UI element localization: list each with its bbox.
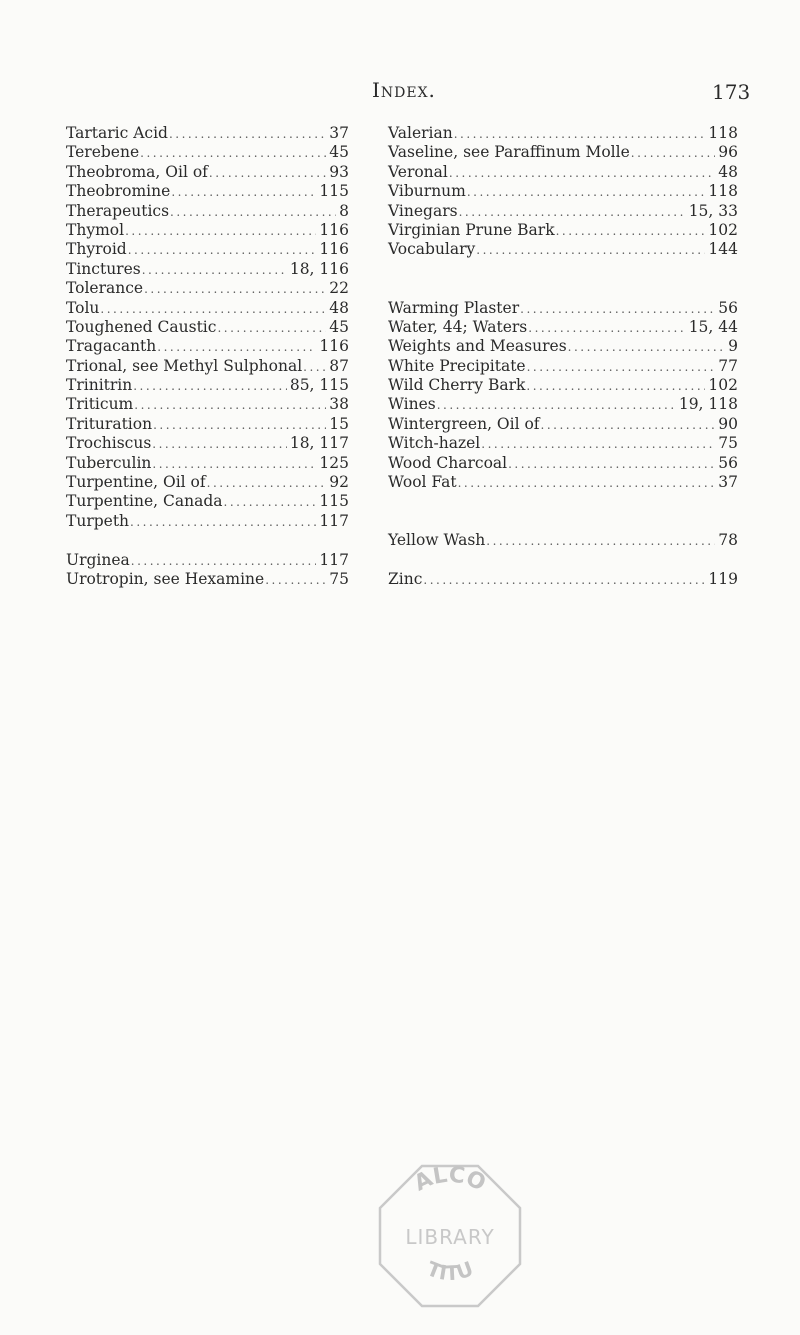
index-entry: [388, 240, 738, 259]
index-pages: 116: [319, 337, 349, 356]
index-pages: 75: [718, 434, 738, 453]
index-entry: [66, 182, 349, 201]
index-entry: [388, 163, 738, 182]
dot-leader: [568, 338, 725, 357]
index-term: Yellow Wash: [388, 531, 486, 550]
index-pages: 115: [319, 182, 349, 201]
dot-leader: [631, 144, 716, 163]
index-pages: 119: [708, 569, 738, 588]
section-gap: [388, 260, 738, 279]
index-entry: [66, 454, 349, 473]
index-pages: 56: [718, 453, 738, 472]
dot-leader: [152, 455, 316, 474]
index-pages: 9: [728, 337, 738, 356]
dot-leader: [303, 358, 326, 377]
index-pages: 117: [319, 511, 349, 530]
dot-leader: [508, 455, 715, 474]
index-term: Weights and Measures: [388, 337, 567, 356]
index-pages: 75: [329, 569, 349, 588]
index-pages: 15: [329, 414, 349, 433]
library-stamp: [372, 1158, 528, 1314]
dot-leader: [207, 474, 327, 493]
dot-leader: [454, 125, 706, 144]
dot-leader: [458, 474, 716, 493]
index-term: Thyroid: [66, 240, 127, 259]
index-pages: 85, 115: [289, 376, 349, 395]
dot-leader: [423, 571, 705, 590]
index-term: Vinegars: [388, 201, 458, 220]
dot-leader: [528, 319, 685, 338]
index-term: Therapeutics: [66, 201, 170, 220]
index-term: Theobroma, Oil of: [66, 162, 208, 181]
index-pages: 56: [718, 298, 738, 317]
dot-leader: [134, 396, 326, 415]
index-term: Turpentine, Oil of: [66, 473, 206, 492]
index-term: Wild Cherry Bark: [388, 376, 526, 395]
index-pages: 38: [329, 395, 349, 414]
index-term: Turpentine, Canada: [66, 492, 223, 511]
dot-leader: [171, 183, 316, 202]
index-pages: 117: [319, 550, 349, 569]
index-term: Viburnum: [388, 182, 466, 201]
index-entry: [388, 473, 738, 492]
index-term: Wintergreen, Oil of: [388, 414, 540, 433]
index-entry: [388, 299, 738, 318]
index-entry: [66, 337, 349, 356]
index-term: Trochiscus: [66, 434, 152, 453]
dot-leader: [169, 125, 326, 144]
index-pages: 118: [708, 124, 738, 142]
index-pages: 45: [329, 143, 349, 162]
dot-leader: [153, 416, 326, 435]
index-term: Wool Fat: [388, 473, 457, 492]
index-entry: [66, 473, 349, 492]
index-pages: 45: [329, 317, 349, 336]
index-pages: 116: [319, 240, 349, 259]
index-term: Trional, see Methyl Sulphonal: [66, 356, 303, 375]
index-entry: [388, 318, 738, 337]
dot-leader: [157, 338, 316, 357]
dot-leader: [133, 377, 287, 396]
index-term: Zinc: [388, 569, 423, 588]
index-term: Virginian Prune Bark: [388, 220, 555, 239]
index-entry: [66, 357, 349, 376]
index-term: Veronal: [388, 162, 448, 181]
index-term: Wood Charcoal: [388, 453, 508, 472]
index-entry: [388, 143, 738, 162]
index-term: Tolerance: [66, 279, 144, 298]
dot-leader: [527, 358, 716, 377]
index-entry: [66, 395, 349, 414]
index-pages: 78: [718, 531, 738, 550]
index-pages: 87: [329, 356, 349, 375]
index-entry: [66, 163, 349, 182]
index-pages: 115: [319, 492, 349, 511]
index-entry: [66, 318, 349, 337]
dot-leader: [520, 300, 715, 319]
index-entry: [66, 551, 349, 570]
index-term: Trinitrin: [66, 376, 133, 395]
dot-leader: [142, 261, 287, 280]
dot-leader: [437, 396, 676, 415]
dot-leader: [152, 435, 287, 454]
index-entry: [66, 221, 349, 240]
index-term: Tragacanth: [66, 337, 157, 356]
dot-leader: [209, 164, 326, 183]
dot-leader: [467, 183, 706, 202]
stamp-top-text: ALCO: [410, 1162, 490, 1197]
index-column-right: [388, 124, 738, 589]
section-gap: [388, 551, 738, 570]
index-term: Urotropin, see Hexamine: [66, 569, 265, 588]
index-term: Witch-hazel: [388, 434, 481, 453]
index-entry: [66, 279, 349, 298]
index-entry: [388, 221, 738, 240]
index-term: Tolu: [66, 298, 100, 317]
index-term: Tinctures: [66, 259, 141, 278]
dot-leader: [125, 222, 316, 241]
index-entry: [66, 143, 349, 162]
index-pages: 125: [319, 453, 349, 472]
dot-leader: [128, 241, 317, 260]
dot-leader: [265, 571, 326, 590]
dot-leader: [217, 319, 326, 338]
index-pages: 90: [718, 414, 738, 433]
index-entry: [388, 357, 738, 376]
page-title: Index.: [372, 78, 436, 102]
index-term: Valerian: [388, 124, 453, 142]
index-pages: 8: [339, 201, 349, 220]
index-entry: [388, 454, 738, 473]
stamp-center-text: LIBRARY: [405, 1225, 495, 1249]
index-entry: [66, 240, 349, 259]
dot-leader: [144, 280, 326, 299]
index-pages: 96: [718, 143, 738, 162]
index-term: Water, 44; Waters: [388, 317, 528, 336]
index-entry: [66, 124, 349, 143]
index-pages: 18, 116: [289, 259, 349, 278]
dot-leader: [459, 203, 686, 222]
index-term: Wines: [388, 395, 436, 414]
index-pages: 118: [708, 182, 738, 201]
index-entry: [388, 395, 738, 414]
dot-leader: [100, 300, 326, 319]
section-gap: [66, 531, 349, 550]
index-entry: [388, 434, 738, 453]
index-term: Tartaric Acid: [66, 124, 168, 142]
index-term: Theobromine: [66, 182, 171, 201]
index-term: Toughened Caustic: [66, 317, 217, 336]
index-entry: [66, 299, 349, 318]
index-term: Warming Plaster: [388, 298, 520, 317]
dot-leader: [476, 241, 705, 260]
index-entry: [66, 434, 349, 453]
index-pages: 92: [329, 473, 349, 492]
index-term: Turpeth: [66, 511, 130, 530]
dot-leader: [556, 222, 706, 241]
index-pages: 77: [718, 356, 738, 375]
index-pages: 15, 44: [688, 317, 738, 336]
index-pages: 93: [329, 162, 349, 181]
dot-leader: [130, 513, 316, 532]
dot-leader: [224, 493, 317, 512]
index-pages: 48: [329, 298, 349, 317]
index-term: White Precipitate: [388, 356, 526, 375]
index-term: Terebene: [66, 143, 140, 162]
index-entry: [388, 531, 738, 550]
index-entry: [388, 182, 738, 201]
index-term: Trituration: [66, 414, 153, 433]
index-term: Thymol: [66, 220, 125, 239]
dot-leader: [481, 435, 715, 454]
dot-leader: [140, 144, 326, 163]
index-term: Vocabulary: [388, 240, 476, 259]
page-header: [0, 78, 800, 108]
index-entry: [66, 260, 349, 279]
stamp-bottom-text: TITU: [423, 1256, 477, 1286]
index-term: Tuberculin: [66, 453, 152, 472]
index-entry: [66, 202, 349, 221]
index-entry: [388, 202, 738, 221]
index-pages: 15, 33: [688, 201, 738, 220]
index-entry: [66, 492, 349, 511]
index-pages: 116: [319, 220, 349, 239]
index-pages: 48: [718, 162, 738, 181]
page-number: 173: [712, 80, 751, 104]
index-pages: 18, 117: [289, 434, 349, 453]
index-pages: 102: [708, 376, 738, 395]
index-entry: [66, 376, 349, 395]
index-entry: [388, 337, 738, 356]
index-column-left: [66, 124, 349, 589]
dot-leader: [541, 416, 716, 435]
dot-leader: [449, 164, 715, 183]
dot-leader: [486, 532, 715, 551]
dot-leader: [170, 203, 336, 222]
section-gap: [388, 492, 738, 511]
index-entry: [388, 570, 738, 589]
section-gap: [388, 279, 738, 298]
index-entry: [388, 415, 738, 434]
index-term: Vaseline, see Paraffinum Molle: [388, 143, 630, 162]
index-entry: [388, 124, 738, 143]
index-pages: 144: [708, 240, 738, 259]
index-term: Urginea: [66, 550, 130, 569]
dot-leader: [526, 377, 705, 396]
index-entry: [66, 512, 349, 531]
dot-leader: [131, 552, 317, 571]
index-entry: [388, 376, 738, 395]
index-pages: 19, 118: [678, 395, 738, 414]
index-pages: 37: [329, 124, 349, 142]
index-term: Triticum: [66, 395, 134, 414]
index-pages: 37: [718, 473, 738, 492]
section-gap: [388, 512, 738, 531]
index-pages: 102: [708, 220, 738, 239]
index-entry: [66, 570, 349, 589]
index-entry: [66, 415, 349, 434]
index-pages: 22: [329, 279, 349, 298]
